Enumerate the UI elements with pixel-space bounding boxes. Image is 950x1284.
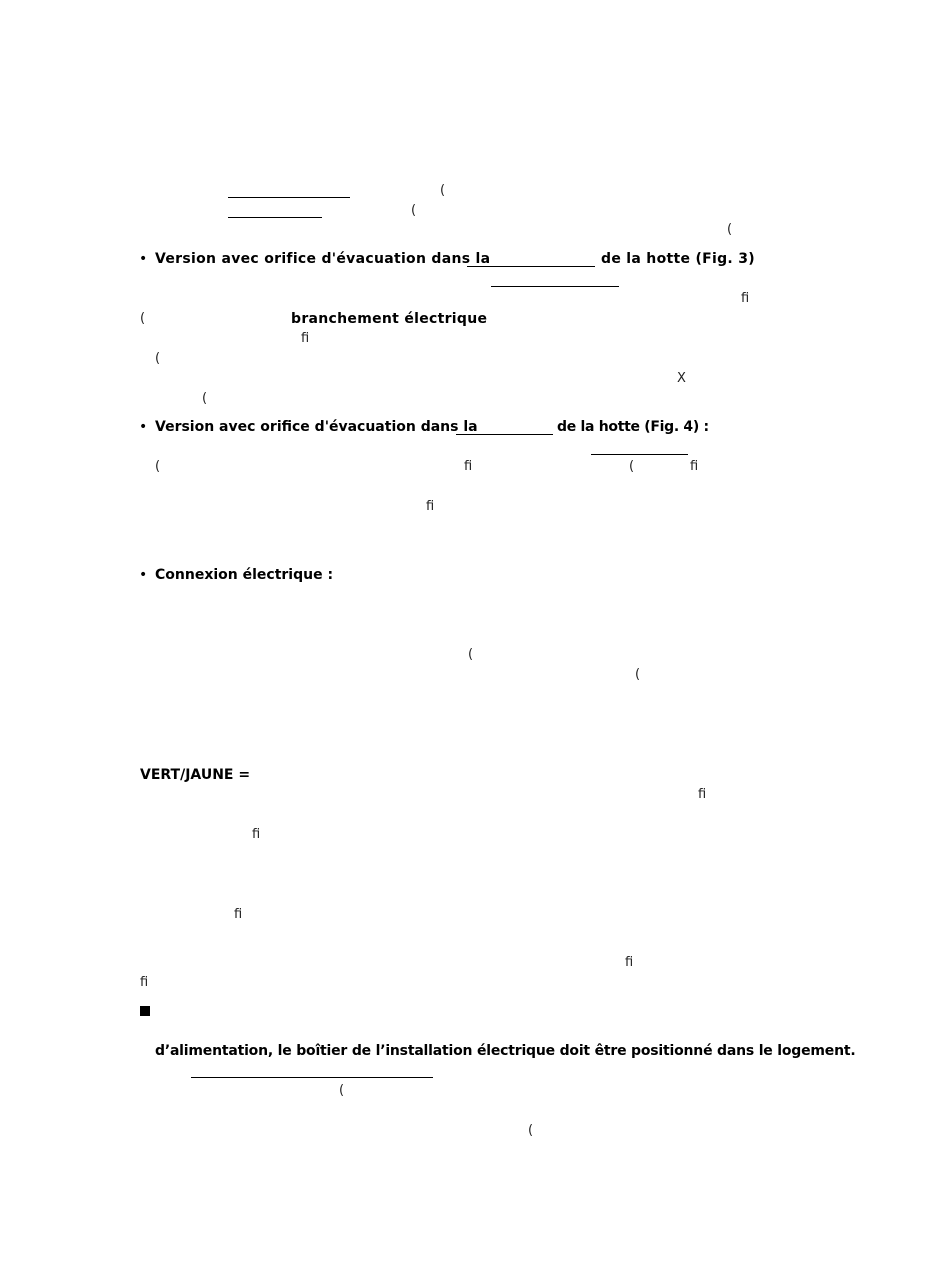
underline [491,286,619,287]
heading-fig4-start: Version avec orifice d'évacuation dans la [155,419,478,435]
fi-fragment: ﬁ [140,975,149,990]
bullet-fig3: • [139,251,148,267]
bullet-fig4: • [139,419,148,435]
heading-connexion: Connexion électrique : [155,567,334,583]
paren-fragment: ( [440,183,446,198]
underline [228,217,322,218]
fi-fragment: ﬁ [690,459,699,474]
paren-fragment: ( [202,391,208,406]
paren-fragment: ( [155,459,161,474]
fi-fragment: ﬁ [464,459,473,474]
paren-fragment: ( [140,311,146,326]
paren-fragment: ( [528,1123,534,1138]
heading-fig3-end: de la hotte (Fig. 3) [601,251,755,267]
wire-label-vert-jaune: VERT/JAUNE = [140,767,251,783]
paren-fragment: ( [411,203,417,218]
heading-fig3-start: Version avec orifice d'évacuation dans la [155,251,491,267]
underline [467,266,595,267]
keyword-branchement: branchement électrique [291,311,488,327]
underline [456,434,553,435]
fi-fragment: ﬁ [234,907,243,922]
heading-fig4-end: de la hotte (Fig. 4) : [557,419,709,435]
note-text: d’alimentation, le boîtier de l’installation électrique doit être positionné dans le logement. [155,1043,856,1059]
paren-fragment: ( [629,459,635,474]
bullet-connexion: • [139,567,148,583]
fi-fragment: ﬁ [426,499,435,514]
underline [191,1077,433,1078]
x-fragment: X [677,371,686,386]
fi-fragment: ﬁ [741,291,750,306]
paren-fragment: ( [727,222,733,237]
note-square-icon [140,1006,150,1016]
underline [591,454,688,455]
paren-fragment: ( [155,351,161,366]
fi-fragment: ﬁ [252,827,261,842]
fi-fragment: ﬁ [301,331,310,346]
paren-fragment: ( [468,647,474,662]
fi-fragment: ﬁ [698,787,707,802]
fi-fragment: ﬁ [625,955,634,970]
paren-fragment: ( [635,667,641,682]
underline [228,197,350,198]
paren-fragment: ( [339,1083,345,1098]
